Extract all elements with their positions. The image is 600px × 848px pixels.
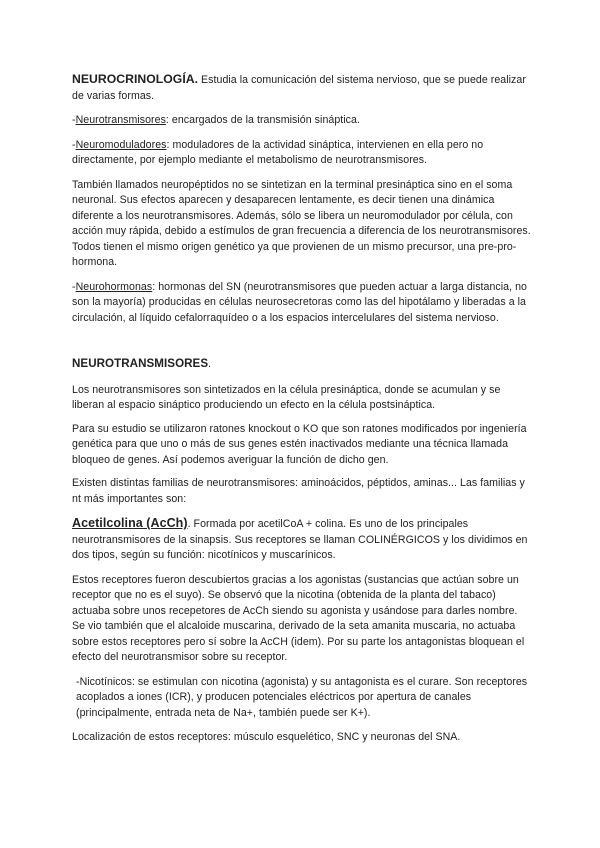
term-neuromodulators: Neuromoduladores [75,138,167,151]
agonists-paragraph: Estos receptores fueron descubiertos gracias a los agonistas (sustancias que actúan sobre un receptor que no es el suyo). Se observó que la nicotina (obtenida de la planta del tabaco) actuaba sobre unos recepetores de AcCh siendo su agonista y usándose para darles nombre. Se vio también que el alcaloide muscarina, derivado de la seta amanita muscaria, no actuaba sobre estos receptores pero sí sobre la AcCH (idem). Por su parte los antagonistas bloquean el efecto del neurotransmisor sobre su receptor. [72,573,525,663]
knockout-paragraph: Para su estudio se utilizaron ratones knockout o KO que son ratones modificados por ingeniería genética para que uno o más de sus genes estén inactivados mediante una técnica llamada bloqueo de genes. Así podemos averiguar la función de dicho gen. [72,422,527,466]
neurotransmitters-text: : encargados de la transmisión sináptica. [165,114,360,126]
term-neurohormones: Neurohormonas [75,280,153,293]
acetylcholine-text: . Formada por acetilCoA + colina. Es uno de los principales neurotransmisores de la sinapsis. Sus receptores se llaman COLINÉRGICOS y los dividimos en dos tipos, según su función: nicotínicos y muscarínicos. [72,518,528,561]
section-heading-neurocrinologia: NEUROCRINOLOGÍA. [72,72,199,86]
term-neurotransmitters: Neurotransmisores [75,114,166,126]
families-paragraph: Existen distintas familias de neurotransmisores: aminoácidos, péptidos, aminas... Las familias y nt más importantes son: [72,477,525,505]
neuromodulators-text: : moduladores de la actividad sináptica, intervienen en ella pero no directamente, por ejemplo mediante el metabolismo de neurotransmisores. [72,138,484,166]
heading-period: . [208,358,212,370]
neurotransmitters-definition: -Neurotransmisores: encargados de la transmisión sináptica. [72,114,360,126]
acetylcholine-paragraph [72,516,532,564]
term-acetylcholine: Acetilcolina (AcCh) [72,516,188,530]
neuromodulators-definition: -Neuromoduladores: moduladores de la actividad sináptica, intervienen en ella pero no directamente, por ejemplo mediante el metabolismo de neurotransmisores. [72,138,484,166]
neurohormones-definition: -Neurohormonas: hormonas del SN (neurotransmisores que pueden actuar a larga distancia, no son la mayoría) producidas en células neurosecretoras como las del hipotálamo y liberadas a la circulación, al líquido cefalorraquídeo o a los espacios intercelulares del sistema nervioso. [72,280,527,324]
intro-paragraph [72,72,532,104]
neuropeptides-paragraph: También llamados neuropéptidos no se sintetizan en la terminal presináptica sino en el soma neuronal. Sus efectos aparecen y desaparecen lentamente, es decir tienen una dinámica diferente a los neurotransmisores. Además, sólo se libera un neuromodulador por célula, con acción muy rápida, debido a estímulos de gran frecuencia a diferencia de los neurotransmisores. Todos tienen el mismo origen genético ya que provienen de un mismo precursor, una pre-pro-hormona. [72,178,531,268]
localization-paragraph: Localización de estos receptores: músculo esquelético, SNC y neuronas del SNA. [72,731,461,743]
nicotinic-paragraph: -Nicotínicos: se estimulan con nicotina (agonista) y su antagonista es el curare. Son receptores acoplados a iones (ICR), y producen potenciales eléctricos por apertura de canales (principalmente, entrada neta de Na+, también puede ser K+). [76,675,528,719]
document-page [72,72,532,746]
intro-text: Estudia la comunicación del sistema nervioso, que se puede realizar de varias formas. [72,74,526,102]
section-heading-neurotransmisores: NEUROTRANSMISORES [72,357,209,370]
synthesis-paragraph: Los neurotransmisores son sintetizados en la célula presináptica, donde se acumulan y se liberan al espacio sináptico produciendo un efecto en la célula postsináptica. [72,383,501,411]
neurohormones-text: : hormonas del SN (neurotransmisores que pueden actuar a larga distancia, no son la mayoría) producidas en células neurosecretoras como las del hipotálamo y liberadas a la circulación, al líquido cefalorraquídeo o a los espacios intercelulares del sistema nervioso. [72,280,527,324]
neurotransmitters-heading-line [72,356,532,373]
